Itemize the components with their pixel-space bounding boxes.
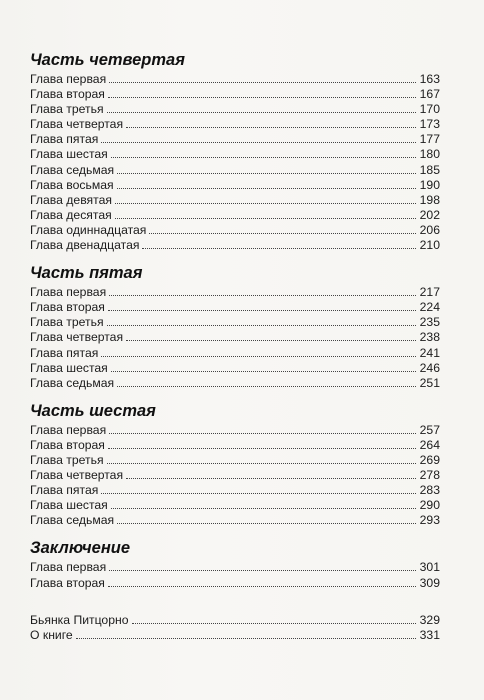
- dot-leader: [126, 126, 416, 128]
- toc-entry: [30, 315, 440, 330]
- dot-leader: [117, 172, 416, 174]
- toc-entry-page: 202: [419, 207, 440, 222]
- toc-entry: [30, 178, 440, 193]
- toc-entry-label: Глава третья: [30, 315, 104, 330]
- toc-entry-label: Глава одиннадцатая: [30, 222, 147, 237]
- dot-leader: [111, 507, 416, 509]
- toc-entry: [30, 87, 440, 102]
- toc-entry-page: 177: [419, 132, 440, 147]
- toc-entry: [30, 560, 440, 575]
- toc-entry: [30, 453, 440, 468]
- toc-entry-page: 269: [419, 452, 440, 467]
- toc-section-part-six: [30, 401, 440, 529]
- dot-leader: [132, 622, 417, 624]
- dot-leader: [107, 462, 416, 464]
- toc-entry-label: Глава четвертая: [30, 117, 124, 132]
- toc-entry-page: 264: [419, 437, 440, 452]
- toc-entry-label: Глава первая: [30, 422, 107, 437]
- spacer: [30, 601, 440, 613]
- toc-entry-label: Глава вторая: [30, 575, 105, 590]
- toc-entry-label: Глава первая: [30, 560, 107, 575]
- toc-entry-label: Глава шестая: [30, 498, 108, 513]
- toc-entry-page: 185: [419, 162, 440, 177]
- toc-entry: [30, 102, 440, 117]
- dot-leader: [108, 96, 416, 98]
- dot-leader: [107, 324, 416, 326]
- dot-leader: [115, 217, 416, 219]
- toc-entry-label: Глава седьмая: [30, 513, 115, 528]
- toc-entry-page: 170: [419, 102, 440, 117]
- dot-leader: [117, 187, 416, 189]
- section-title: Часть пятая: [30, 264, 143, 283]
- toc-entry-page: 293: [419, 513, 440, 528]
- toc-entry-page: 198: [419, 192, 440, 207]
- toc-entry-label: Глава третья: [30, 102, 104, 117]
- toc-entry-label: Глава первая: [30, 72, 107, 86]
- toc-entry: [30, 117, 440, 132]
- dot-leader: [149, 232, 416, 234]
- toc-entry: [30, 498, 440, 513]
- toc-entry: [30, 72, 440, 87]
- toc-entry-page: 167: [419, 87, 440, 102]
- toc-entry-page: 206: [419, 222, 440, 237]
- dot-leader: [115, 202, 416, 204]
- dot-leader: [109, 81, 416, 83]
- toc-entry-page: 163: [419, 72, 440, 86]
- toc-entry-label: Глава двенадцатая: [30, 238, 140, 253]
- dot-leader: [126, 477, 416, 479]
- toc-entry: [30, 483, 440, 498]
- dot-leader: [108, 309, 416, 311]
- toc-entry-label: Глава шестая: [30, 360, 108, 375]
- toc-entry-page: 238: [419, 330, 440, 345]
- toc-entry-page: 257: [419, 422, 440, 437]
- toc-entry: [30, 193, 440, 208]
- toc-entry: [30, 300, 440, 315]
- dot-leader: [107, 111, 416, 113]
- dot-leader: [109, 432, 416, 434]
- toc-entry-page: 301: [419, 560, 440, 575]
- toc-entry-page: 173: [419, 117, 440, 132]
- toc-entry: [30, 628, 440, 643]
- toc-entry-label: Глава вторая: [30, 437, 105, 452]
- dot-leader: [117, 385, 416, 387]
- toc-entry-page: 246: [419, 360, 440, 375]
- toc-section-conclusion: [30, 538, 440, 590]
- toc-entry: [30, 163, 440, 178]
- section-title: Часть шестая: [30, 401, 156, 420]
- toc-entry-page: 283: [419, 483, 440, 498]
- toc-entry: [30, 576, 440, 591]
- toc-entry: [30, 361, 440, 376]
- toc-entry: [30, 238, 440, 253]
- toc-entry-page: 329: [419, 612, 440, 627]
- toc-section-part-four: [30, 50, 440, 253]
- toc-entry: [30, 132, 440, 147]
- toc-entry-label: Глава десятая: [30, 207, 112, 222]
- toc-entry: [30, 423, 440, 438]
- section-title: Часть четвертая: [30, 51, 185, 69]
- toc-entry: [30, 208, 440, 223]
- toc-section-part-five: [30, 263, 440, 391]
- toc-entry: [30, 223, 440, 238]
- toc-entry: [30, 346, 440, 361]
- toc-entry: [30, 438, 440, 453]
- toc-entry-label: Глава третья: [30, 452, 104, 467]
- dot-leader: [108, 585, 416, 587]
- dot-leader: [101, 141, 416, 143]
- toc-entry-page: 217: [419, 285, 440, 300]
- toc-entry: [30, 513, 440, 528]
- toc-entry: [30, 330, 440, 345]
- dot-leader: [101, 355, 416, 357]
- dot-leader: [109, 294, 416, 296]
- toc-entry-label: Глава вторая: [30, 300, 105, 315]
- toc-entry-page: 290: [419, 498, 440, 513]
- toc-entry: [30, 376, 440, 391]
- toc-entry-page: 241: [419, 345, 440, 360]
- toc-entry-page: 251: [419, 375, 440, 390]
- dot-leader: [101, 492, 416, 494]
- toc-entry-page: 309: [419, 575, 440, 590]
- dot-leader: [142, 247, 416, 249]
- toc-entry-page: 190: [419, 177, 440, 192]
- toc-entry-label: Глава восьмая: [30, 177, 114, 192]
- toc-entry-page: 278: [419, 468, 440, 483]
- toc-entry-label: Глава девятая: [30, 192, 112, 207]
- toc-entry-label: Бьянка Питцорно: [30, 612, 129, 627]
- toc-entry-label: Глава седьмая: [30, 162, 115, 177]
- toc-entry-label: Глава первая: [30, 285, 107, 300]
- toc-entry-page: 235: [419, 315, 440, 330]
- toc-entry-page: 180: [419, 147, 440, 162]
- dot-leader: [109, 569, 416, 571]
- toc-entry-label: Глава шестая: [30, 147, 108, 162]
- dot-leader: [76, 637, 416, 639]
- dot-leader: [111, 370, 416, 372]
- toc-entry-label: Глава пятая: [30, 345, 99, 360]
- toc-entry-label: О книге: [30, 627, 73, 642]
- dot-leader: [126, 339, 416, 341]
- toc-entry-label: Глава четвертая: [30, 330, 124, 345]
- dot-leader: [117, 522, 416, 524]
- section-title: Заключение: [30, 539, 131, 558]
- toc-entry-page: 224: [419, 300, 440, 315]
- table-of-contents: [30, 50, 440, 653]
- toc-entry-label: Глава вторая: [30, 87, 105, 102]
- toc-entry: [30, 147, 440, 162]
- toc-entry-page: 210: [419, 238, 440, 253]
- dot-leader: [108, 447, 416, 449]
- toc-section-extras: [30, 613, 440, 643]
- toc-entry-label: Глава пятая: [30, 132, 99, 147]
- toc-entry-label: Глава четвертая: [30, 468, 124, 483]
- toc-entry: [30, 613, 440, 628]
- toc-entry-page: 331: [419, 627, 440, 642]
- toc-entry-label: Глава седьмая: [30, 375, 115, 390]
- toc-entry: [30, 468, 440, 483]
- toc-entry-label: Глава пятая: [30, 483, 99, 498]
- dot-leader: [111, 156, 416, 158]
- toc-entry: [30, 285, 440, 300]
